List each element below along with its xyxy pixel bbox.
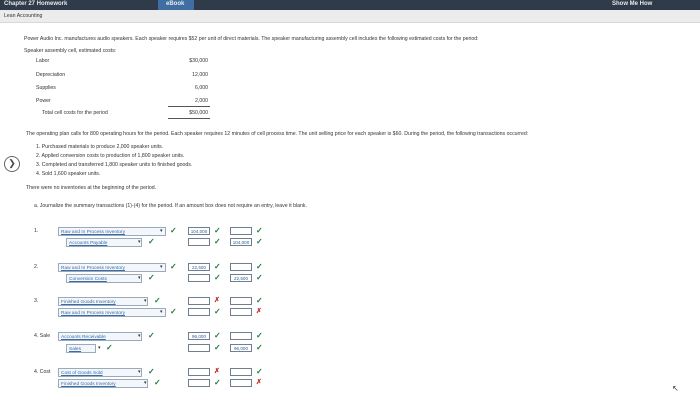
entry-3-debit-account[interactable]: Finished Goods Inventory	[58, 297, 148, 306]
costs-heading: Speaker assembly cell, estimated costs:	[24, 48, 117, 54]
entry-2-debit-credit-box[interactable]	[230, 263, 252, 271]
entry-3-debit-credit-box[interactable]	[230, 297, 252, 305]
chevron-down-icon[interactable]: ▾	[160, 309, 163, 315]
assignment-title: Chapter 27 Homework	[4, 1, 68, 7]
cost-label-power: Power	[36, 98, 51, 104]
entry-2-credit-amount[interactable]: 22,500	[230, 274, 252, 282]
transaction-1: 1. Purchased materials to produce 2,000 speaker units.	[36, 144, 164, 150]
entry-4-cost-debit-credit-box[interactable]	[230, 368, 252, 376]
entry-3-credit-debit-box[interactable]	[188, 308, 210, 316]
entry-1-debit-credit-box[interactable]	[230, 227, 252, 235]
entry-1-credit-account[interactable]: Accounts Payable	[66, 238, 142, 247]
check-icon: ✓	[214, 343, 221, 352]
check-icon: ✓	[154, 378, 161, 387]
cost-amount-labor: $30,000	[189, 58, 208, 64]
entry-1-credit-debit-box[interactable]	[188, 238, 210, 246]
entry-1-debit-amount[interactable]: 104,000	[188, 227, 210, 235]
x-mark-icon: ✗	[214, 297, 220, 304]
check-icon: ✓	[256, 331, 263, 340]
check-icon: ✓	[256, 226, 263, 235]
check-icon: ✓	[256, 237, 263, 246]
transaction-2: 2. Applied conversion costs to production of 1,800 speaker units.	[36, 153, 185, 159]
entry-4-cost-credit-debit-box[interactable]	[188, 379, 210, 387]
entry-3-credit-account[interactable]: Raw and In Process Inventory	[58, 308, 166, 317]
cost-amount-power: 2,000	[195, 98, 208, 104]
check-icon: ✓	[148, 367, 155, 376]
x-mark-icon: ✗	[256, 379, 262, 386]
check-icon: ✓	[170, 226, 177, 235]
check-icon: ✓	[214, 226, 221, 235]
entry-1-number: 1.	[34, 228, 39, 234]
entry-4-cost-number: 4. Cost	[34, 369, 51, 375]
ebook-tab-label[interactable]: eBook	[166, 1, 185, 7]
journal-instruction: a. Journalize the summary transactions (1)-(4) for the period. If an amount box does not require an entry, leave it blank.	[34, 203, 307, 209]
check-icon: ✓	[214, 237, 221, 246]
chevron-down-icon[interactable]: ▾	[138, 239, 141, 245]
check-icon: ✓	[148, 331, 155, 340]
entry-4-cost-debit-amount[interactable]	[188, 368, 210, 376]
cost-amount-supplies: 6,000	[195, 85, 208, 91]
entry-1-debit-account[interactable]: Raw and In Process Inventory	[58, 227, 166, 236]
entry-4-sale-debit-amount[interactable]: 96,000	[188, 332, 210, 340]
cost-amount-depreciation: 12,000	[192, 72, 208, 78]
mouse-cursor-icon: ↖	[672, 384, 679, 393]
chevron-down-icon[interactable]: ▾	[160, 264, 163, 270]
entry-2-credit-account[interactable]: Conversion Costs	[66, 274, 142, 283]
cost-label-depreciation: Depreciation	[36, 72, 66, 78]
chevron-down-icon[interactable]: ▾	[144, 380, 147, 386]
entry-4-cost-credit-account[interactable]: Finished Goods Inventory	[58, 379, 148, 388]
check-icon: ✓	[214, 378, 221, 387]
chevron-down-icon[interactable]: ▾	[160, 228, 163, 234]
check-icon: ✓	[148, 273, 155, 282]
intro-text: Power Audio Inc. manufactures audio speakers. Each speaker requires $52 per unit of direct materials. The speaker manufacturing assembly cell includes the following estimated costs for the period:	[24, 36, 479, 42]
chevron-right-icon[interactable]: ❯	[4, 156, 20, 172]
transaction-3: 3. Completed and transferred 1,800 speaker units to finished goods.	[36, 162, 193, 168]
check-icon: ✓	[256, 296, 263, 305]
total-rule	[168, 118, 210, 119]
entry-2-debit-amount[interactable]: 22,500	[188, 263, 210, 271]
total-cost-label: Total cell costs for the period	[42, 110, 108, 116]
entry-4-sale-number: 4. Sale	[34, 333, 51, 339]
check-icon: ✓	[214, 307, 221, 316]
show-me-how-tab[interactable]: Show Me How	[612, 1, 653, 7]
section-header	[0, 10, 700, 23]
check-icon: ✓	[256, 262, 263, 271]
entry-2-debit-account[interactable]: Raw and In Process Inventory	[58, 263, 166, 272]
cost-label-labor: Labor	[36, 58, 50, 64]
x-mark-icon: ✗	[256, 308, 262, 315]
chevron-down-icon[interactable]: ▾	[138, 275, 141, 281]
x-mark-icon: ✗	[214, 368, 220, 375]
entry-3-debit-amount[interactable]	[188, 297, 210, 305]
entry-4-sale-debit-credit-box[interactable]	[230, 332, 252, 340]
check-icon: ✓	[214, 331, 221, 340]
entry-3-number: 3.	[34, 298, 39, 304]
check-icon: ✓	[214, 273, 221, 282]
transaction-4: 4. Sold 1,600 speaker units.	[36, 171, 101, 177]
entry-4-sale-credit-account[interactable]: Sales	[66, 344, 96, 353]
chevron-down-icon[interactable]: ▾	[144, 298, 147, 304]
check-icon: ✓	[106, 343, 113, 352]
plan-text: The operating plan calls for 800 operating hours for the period. Each speaker requires 12 minutes of cell process time. The unit selling price for each speaker is $60. During the period, the following transactions occurred:	[26, 131, 529, 137]
entry-2-number: 2.	[34, 264, 39, 270]
cost-label-supplies: Supplies	[36, 85, 56, 91]
check-icon: ✓	[148, 237, 155, 246]
inventories-note: There were no inventories at the beginning of the period.	[26, 185, 157, 191]
top-toolbar	[0, 0, 700, 10]
subtotal-rule	[168, 106, 210, 107]
section-title: Lean Accounting	[4, 13, 43, 19]
entry-1-credit-amount[interactable]: 104,000	[230, 238, 252, 246]
entry-2-credit-debit-box[interactable]	[188, 274, 210, 282]
check-icon: ✓	[154, 296, 161, 305]
entry-3-credit-amount[interactable]	[230, 308, 252, 316]
chevron-down-icon[interactable]: ▾	[98, 345, 101, 351]
entry-4-sale-credit-amount[interactable]: 96,000	[230, 344, 252, 352]
total-cost-amount: $50,000	[189, 110, 208, 116]
entry-4-sale-credit-debit-box[interactable]	[188, 344, 210, 352]
chevron-down-icon[interactable]: ▾	[138, 369, 141, 375]
entry-4-cost-credit-amount[interactable]	[230, 379, 252, 387]
entry-4-cost-debit-account[interactable]: Cost of Goods Sold	[58, 368, 142, 377]
check-icon: ✓	[256, 273, 263, 282]
chevron-down-icon[interactable]: ▾	[138, 333, 141, 339]
check-icon: ✓	[256, 343, 263, 352]
check-icon: ✓	[214, 262, 221, 271]
check-icon: ✓	[256, 367, 263, 376]
check-icon: ✓	[170, 262, 177, 271]
entry-4-sale-debit-account[interactable]: Accounts Receivable	[58, 332, 142, 341]
check-icon: ✓	[170, 307, 177, 316]
